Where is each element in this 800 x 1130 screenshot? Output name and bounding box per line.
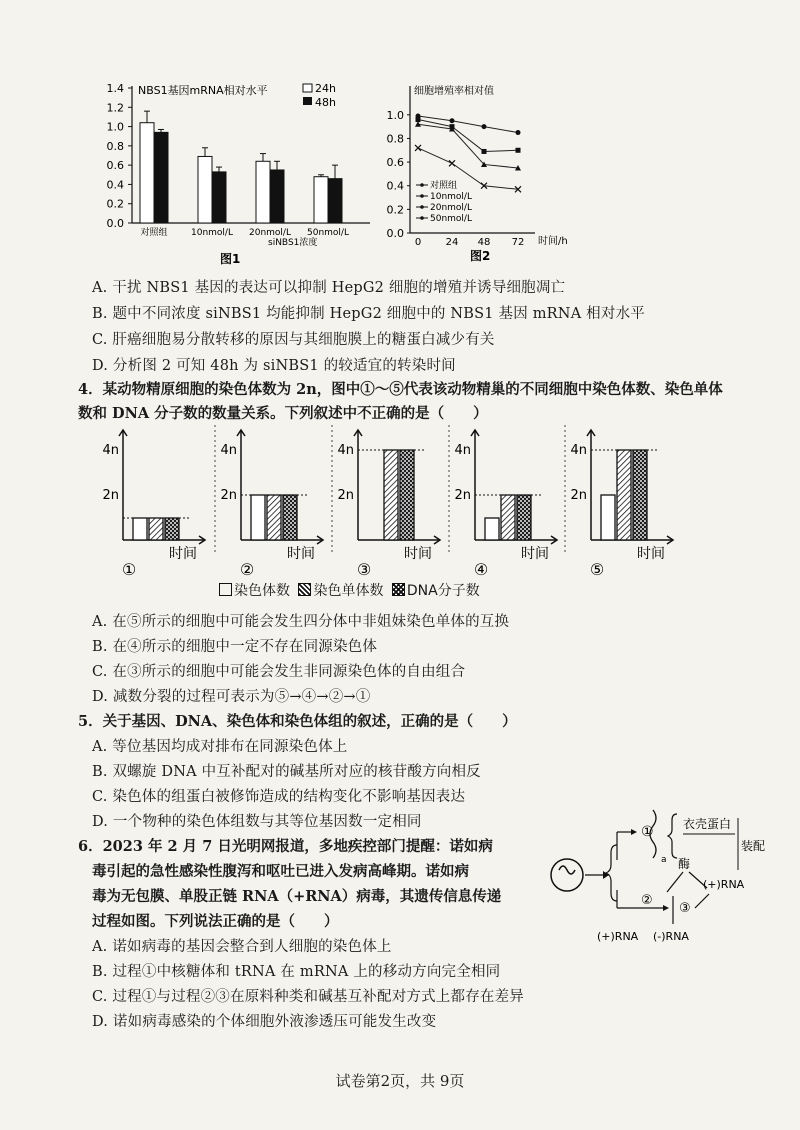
- q4-ytick-2n: 2n: [570, 488, 587, 503]
- arrow-head-upper: [631, 829, 637, 835]
- step-3-label: ③: [679, 901, 691, 916]
- brace-coat-icon: [668, 814, 677, 858]
- q6-stem-line4: 过程如图。下列说法正确的是（ ）: [92, 913, 339, 930]
- plus-rna-label: (+)RNA: [597, 930, 639, 943]
- fig1-ytick-label: 0.2: [106, 197, 124, 211]
- step-1-label: ①: [641, 824, 654, 840]
- fig2-series-line: [418, 116, 518, 133]
- fig1-bar: [328, 179, 342, 223]
- fig2-legend-marker: [420, 183, 424, 187]
- q4-bar: [165, 518, 179, 540]
- fig1-ytick-label: 1.4: [106, 82, 124, 95]
- fig1-bar: [140, 123, 154, 223]
- fig2-point: [415, 145, 421, 151]
- legend-swatch-chromatid: [298, 583, 311, 596]
- fig2-xticks: [415, 237, 525, 248]
- figure-1: [90, 78, 380, 273]
- fig2-point: [450, 118, 455, 123]
- fig2-caption: 图2: [470, 249, 491, 263]
- fig1-ytick-label: 0.6: [106, 159, 124, 173]
- q4-xlabel: 时间: [637, 546, 665, 562]
- q4-ytick-4n: 4n: [102, 443, 119, 458]
- q4-option-c: C. 在③所示的细胞中可能会发生非同源染色体的自由组合: [92, 664, 466, 680]
- fig2-legend-label: 20nmol/L: [430, 203, 472, 213]
- q6-option-d: D. 诺如病毒感染的个体细胞外液渗透压可能发生改变: [92, 1014, 437, 1030]
- fig1-legend-swatch-48h: [303, 97, 312, 105]
- fig2-xtick-label: 24: [445, 237, 459, 248]
- q4-panel-label: ④: [473, 560, 489, 579]
- fig2-legend-label: 对照组: [430, 181, 458, 191]
- q4-stem-line1: 4．某动物精原细胞的染色体数为 2n，图中①～⑤代表该动物精巢的不同细胞中染色体数、染色单体: [78, 381, 723, 398]
- q4-bar: [501, 495, 515, 540]
- q4-xlabel: 时间: [521, 546, 549, 562]
- q3-option-c: C. 肝癌细胞易分散转移的原因与其细胞膜上的糖蛋白减少有关: [92, 332, 495, 348]
- q4-bar: [384, 450, 398, 540]
- plus-rna-right-label: (+)RNA: [703, 878, 745, 891]
- fig1-xtick-label: 10nmol/L: [191, 228, 233, 238]
- fig2-legend: [416, 179, 472, 224]
- fig1-bar: [314, 177, 328, 223]
- figure-2: [370, 78, 600, 273]
- label-a: a: [661, 855, 667, 865]
- fig2-legend-label: 50nmol/L: [430, 214, 472, 224]
- q4-ytick-2n: 2n: [220, 488, 237, 503]
- q4-ytick-2n: 2n: [102, 488, 119, 503]
- q4-option-d: D. 减数分裂的过程可表示为⑤→④→②→①: [92, 689, 371, 705]
- brace-icon: [606, 845, 617, 901]
- q4-legend: [215, 580, 480, 600]
- legend-dna: DNA分子数: [406, 583, 480, 599]
- legend-swatch-chromosome: [219, 583, 232, 596]
- fig2-xtick-label: 72: [511, 237, 525, 248]
- q4-bar: [633, 450, 647, 540]
- fig2-point: [516, 148, 521, 153]
- q5-option-d: D. 一个物种的染色体组数与其等位基因数一定相同: [92, 814, 422, 830]
- fig1-bar: [256, 161, 270, 223]
- q4-xlabel: 时间: [404, 546, 432, 562]
- q4-bar: [251, 495, 265, 540]
- q3-option-a: A. 干扰 NBS1 基因的表达可以抑制 HepG2 细胞的增殖并诱导细胞凋亡: [92, 280, 566, 296]
- q6-stem-line2: 毒引起的急性感染性腹泻和呕吐已进入发病高峰期。诺如病: [92, 863, 469, 880]
- q4-option-a: A. 在⑤所示的细胞中可能会发生四分体中非姐妹染色单体的互换: [92, 614, 510, 630]
- fig2-title: 细胞增殖率相对值: [414, 86, 494, 97]
- fig2-point: [516, 130, 521, 135]
- fig1-bar: [198, 156, 212, 223]
- step3-arrow: [695, 894, 709, 908]
- fig2-ytick-label: 0.6: [386, 156, 404, 170]
- fig2-point: [482, 149, 487, 154]
- fig1-xlabels: [140, 226, 349, 238]
- fig2-point: [415, 121, 421, 127]
- fig2-point: [449, 160, 455, 166]
- fig1-ytick-label: 1.0: [106, 120, 124, 134]
- fig1-ytick-label: 0.8: [106, 139, 124, 153]
- fig1-ytick-label: 0.4: [106, 178, 124, 192]
- virus-rna-squiggle-icon: [559, 866, 575, 874]
- q6-diagram: [545, 800, 766, 950]
- fig2-xtick-label: 48: [477, 237, 491, 248]
- fig2-xtick-label: 0: [414, 237, 422, 248]
- fig1-yticks: [107, 82, 133, 230]
- fig2-ytick-label: 0.4: [386, 179, 404, 193]
- fig2-legend-marker: [420, 205, 424, 209]
- fig2-legend-marker: [420, 194, 424, 198]
- q6-stem-line1: 6．2023 年 2 月 7 日光明网报道，多地疾控部门提醒：诺如病: [78, 838, 493, 855]
- legend-swatch-dna: [392, 583, 405, 596]
- fig1-bar: [270, 170, 284, 223]
- q5-stem: 5．关于基因、DNA、染色体和染色体组的叙述，正确的是（ ）: [78, 713, 517, 730]
- q4-bar: [267, 495, 281, 540]
- fig1-bar: [154, 132, 168, 223]
- q4-stem-line2: 数和 DNA 分子数的数量关系。下列叙述中不正确的是（ ）: [78, 405, 488, 422]
- fig2-legend-marker: [420, 216, 424, 220]
- fig1-xtick-label: 20nmol/L: [249, 228, 291, 238]
- legend-chromosome: 染色体数: [234, 583, 290, 599]
- q6-option-b: B. 过程①中核糖体和 tRNA 在 mRNA 上的移动方向完全相同: [92, 964, 501, 980]
- q3-option-b: B. 题中不同浓度 siNBS1 均能抑制 HepG2 细胞中的 NBS1 基因 mRNA 相对水平: [92, 306, 645, 322]
- fig2-xlabel: 时间/h: [538, 236, 568, 247]
- fig1-ytick-label: 0.0: [106, 217, 124, 230]
- page-footer: 试卷第2页，共 9页: [335, 1072, 465, 1090]
- fig2-yticks: [387, 109, 411, 240]
- step-2-label: ②: [641, 893, 653, 908]
- q4-panels: [102, 425, 673, 579]
- fig2-ytick-label: 1.0: [386, 108, 404, 122]
- q4-xlabel: 时间: [169, 546, 197, 562]
- fig1-ytick-label: 1.2: [106, 101, 124, 115]
- arrow-head-lower: [663, 905, 669, 911]
- fig1-xunit: siNBS1浓度: [268, 238, 318, 248]
- fig2-ytick-label: 0.8: [386, 132, 404, 146]
- q6-stem-line3: 毒为无包膜、单股正链 RNA（+RNA）病毒，其遗传信息传递: [92, 888, 502, 905]
- legend-chromatid: 染色单体数: [313, 583, 384, 599]
- q5-option-b: B. 双螺旋 DNA 中互补配对的碱基所对应的核苷酸方向相反: [92, 764, 481, 780]
- fig1-caption: 图1: [220, 252, 241, 266]
- q4-bar: [400, 450, 414, 540]
- fig1-xtick-label: 对照组: [140, 228, 168, 238]
- minus-rna-label: (-)RNA: [653, 930, 689, 943]
- q4-ytick-4n: 4n: [570, 443, 587, 458]
- q4-option-b: B. 在④所示的细胞中一定不存在同源染色体: [92, 639, 378, 655]
- enzyme-arrow-left: [667, 872, 683, 892]
- q4-ytick-4n: 4n: [337, 443, 354, 458]
- q4-bar: [149, 518, 163, 540]
- fig1-bar: [212, 172, 226, 223]
- q3-option-d: D. 分析图 2 可知 48h 为 siNBS1 的较适宜的转染时间: [92, 358, 456, 374]
- fig2-ytick-label: 0.0: [386, 227, 404, 240]
- q4-bar: [283, 495, 297, 540]
- q4-figure: [95, 425, 705, 580]
- q4-panel-label: ②: [239, 560, 255, 579]
- fig1-legend-48h: 48h: [315, 96, 336, 109]
- fig2-legend-label: 10nmol/L: [430, 192, 472, 202]
- q6-option-c: C. 过程①与过程②③在原料种类和碱基互补配对方式上都存在差异: [92, 989, 524, 1005]
- q4-bar: [617, 450, 631, 540]
- q5-option-c: C. 染色体的组蛋白被修饰造成的结构变化不影响基因表达: [92, 789, 466, 805]
- fig1-legend-24h: 24h: [315, 82, 336, 95]
- fig1-title: NBS1基因mRNA相对水平: [138, 84, 268, 97]
- fig2-series-line: [418, 124, 518, 168]
- assemble-label: 装配: [741, 839, 766, 853]
- fig1-bars: [140, 111, 342, 223]
- fig1-legend-swatch-24h: [303, 84, 312, 92]
- q4-ytick-2n: 2n: [454, 488, 471, 503]
- fig2-point: [482, 124, 487, 129]
- q5-option-a: A. 等位基因均成对排布在同源染色体上: [92, 739, 348, 755]
- q4-panel-label: ⑤: [589, 560, 605, 579]
- enzyme-label: 酶: [678, 857, 691, 871]
- virus-icon: [551, 859, 583, 891]
- q4-ytick-2n: 2n: [337, 488, 354, 503]
- q4-bar: [517, 495, 531, 540]
- q4-bar: [601, 495, 615, 540]
- coat-protein-label: 衣壳蛋白: [683, 817, 732, 831]
- fig1-xtick-label: 50nmol/L: [307, 228, 349, 238]
- q4-bar: [485, 518, 499, 540]
- q4-bar: [133, 518, 147, 540]
- q4-ytick-4n: 4n: [220, 443, 237, 458]
- fig2-ytick-label: 0.2: [386, 203, 404, 217]
- q4-ytick-4n: 4n: [454, 443, 471, 458]
- q6-option-a: A. 诺如病毒的基因会整合到人细胞的染色体上: [92, 939, 392, 955]
- q4-panel-label: ③: [356, 560, 372, 579]
- q4-panel-label: ①: [121, 560, 137, 579]
- q4-xlabel: 时间: [287, 546, 315, 562]
